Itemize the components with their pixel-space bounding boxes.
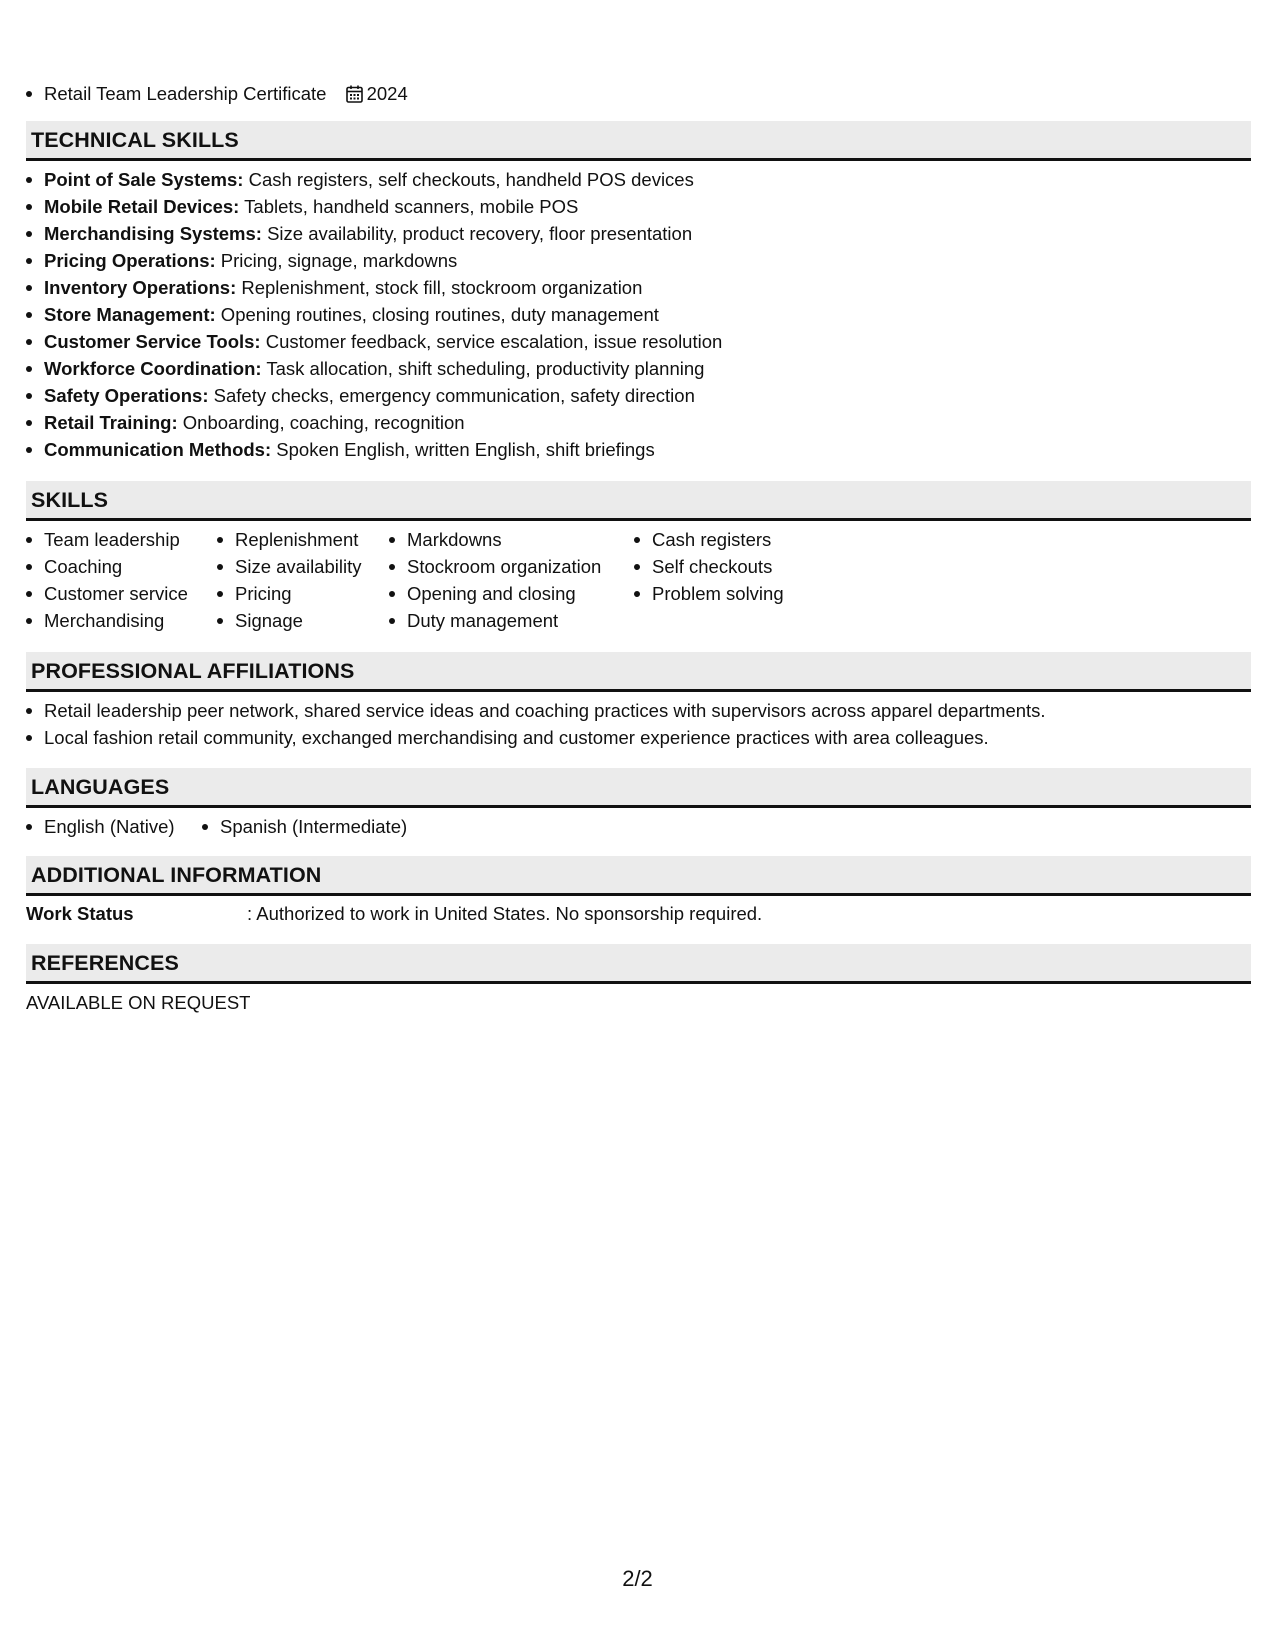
affiliations-list	[26, 697, 1251, 751]
skill-label: Safety Operations:	[44, 385, 209, 406]
list-item: Team leadership	[26, 526, 217, 553]
skill-text: Spoken English, written English, shift briefings	[271, 439, 655, 460]
list-item: Markdowns	[389, 526, 634, 553]
skill-label: Point of Sale Systems:	[44, 169, 244, 190]
list-item	[26, 220, 1251, 247]
list-item: Self checkouts	[634, 553, 834, 580]
skill-text: Task allocation, shift scheduling, productivity planning	[261, 358, 705, 379]
section-title: REFERENCES	[31, 951, 179, 975]
skill-label: Customer Service Tools:	[44, 331, 261, 352]
skills-column	[634, 526, 834, 634]
skills-section	[26, 481, 1251, 634]
list-item: Pricing	[217, 580, 389, 607]
page-number: 2/2	[622, 1566, 653, 1591]
list-item: Problem solving	[634, 580, 834, 607]
list-item	[26, 301, 1251, 328]
skill-label: Pricing Operations:	[44, 250, 216, 271]
section-title: TECHNICAL SKILLS	[31, 128, 239, 152]
skill-label: Store Management:	[44, 304, 216, 325]
skills-columns	[26, 526, 1251, 634]
list-item	[26, 328, 1251, 355]
list-item: Spanish (Intermediate)	[202, 813, 407, 840]
skill-label: Workforce Coordination:	[44, 358, 262, 379]
list-item: Retail leadership peer network, shared service ideas and coaching practices with supervisors across apparel departments.	[26, 697, 1251, 724]
skill-text: Onboarding, coaching, recognition	[177, 412, 465, 433]
list-item: Signage	[217, 607, 389, 634]
section-header	[26, 944, 1251, 984]
affiliations-section	[26, 652, 1251, 751]
list-item: English (Native)	[26, 813, 202, 840]
section-header	[26, 768, 1251, 808]
section-header	[26, 481, 1251, 521]
calendar-icon	[346, 83, 363, 110]
skill-text: Cash registers, self checkouts, handheld POS devices	[243, 169, 694, 190]
section-header	[26, 856, 1251, 896]
list-item: Customer service	[26, 580, 217, 607]
list-item	[26, 193, 1251, 220]
additional-info-section	[26, 856, 1251, 927]
skill-text: Customer feedback, service escalation, issue resolution	[260, 331, 723, 352]
list-item	[26, 166, 1251, 193]
skill-label: Retail Training:	[44, 412, 178, 433]
work-status-value: : Authorized to work in United States. No sponsorship required.	[247, 903, 763, 924]
list-item	[26, 382, 1251, 409]
list-item: Local fashion retail community, exchanged merchandising and customer experience practices with area colleagues.	[26, 724, 1251, 751]
list-item	[26, 355, 1251, 382]
technical-skills-section	[26, 121, 1251, 463]
certification-year: 2024	[366, 83, 408, 104]
skills-column	[217, 526, 389, 634]
list-item: Stockroom organization	[389, 553, 634, 580]
certification-name: Retail Team Leadership Certificate	[44, 83, 327, 104]
list-item: Cash registers	[634, 526, 834, 553]
list-item: Size availability	[217, 553, 389, 580]
skill-text: Replenishment, stock fill, stockroom organization	[236, 277, 643, 298]
list-item: Opening and closing	[389, 580, 634, 607]
certification-list	[26, 80, 408, 110]
skill-label: Mobile Retail Devices:	[44, 196, 240, 217]
section-header	[26, 121, 1251, 161]
references-section	[26, 944, 1251, 1016]
section-header	[26, 652, 1251, 692]
list-item: Coaching	[26, 553, 217, 580]
section-title: LANGUAGES	[31, 775, 170, 799]
languages-list	[26, 813, 1251, 840]
list-item: Merchandising	[26, 607, 217, 634]
skill-label: Communication Methods:	[44, 439, 272, 460]
work-status-row	[26, 900, 1251, 927]
skills-column	[389, 526, 634, 634]
section-title: PROFESSIONAL AFFILIATIONS	[31, 659, 355, 683]
list-item	[26, 436, 1251, 463]
references-text: AVAILABLE ON REQUEST	[26, 992, 251, 1013]
skill-text: Safety checks, emergency communication, safety direction	[208, 385, 695, 406]
section-title: SKILLS	[31, 488, 109, 512]
skill-label: Inventory Operations:	[44, 277, 237, 298]
skill-text: Pricing, signage, markdowns	[215, 250, 458, 271]
list-item	[26, 274, 1251, 301]
section-title: ADDITIONAL INFORMATION	[31, 863, 322, 887]
skills-column	[26, 526, 217, 634]
list-item: Replenishment	[217, 526, 389, 553]
languages-section	[26, 768, 1251, 840]
skill-text: Opening routines, closing routines, duty management	[215, 304, 659, 325]
skill-label: Merchandising Systems:	[44, 223, 262, 244]
list-item: Duty management	[389, 607, 634, 634]
skill-text: Size availability, product recovery, floor presentation	[261, 223, 693, 244]
skill-text: Tablets, handheld scanners, mobile POS	[239, 196, 579, 217]
certification-item	[26, 80, 408, 110]
work-status-label: Work Status	[26, 903, 134, 924]
technical-skills-list	[26, 166, 1251, 463]
list-item	[26, 409, 1251, 436]
list-item	[26, 247, 1251, 274]
